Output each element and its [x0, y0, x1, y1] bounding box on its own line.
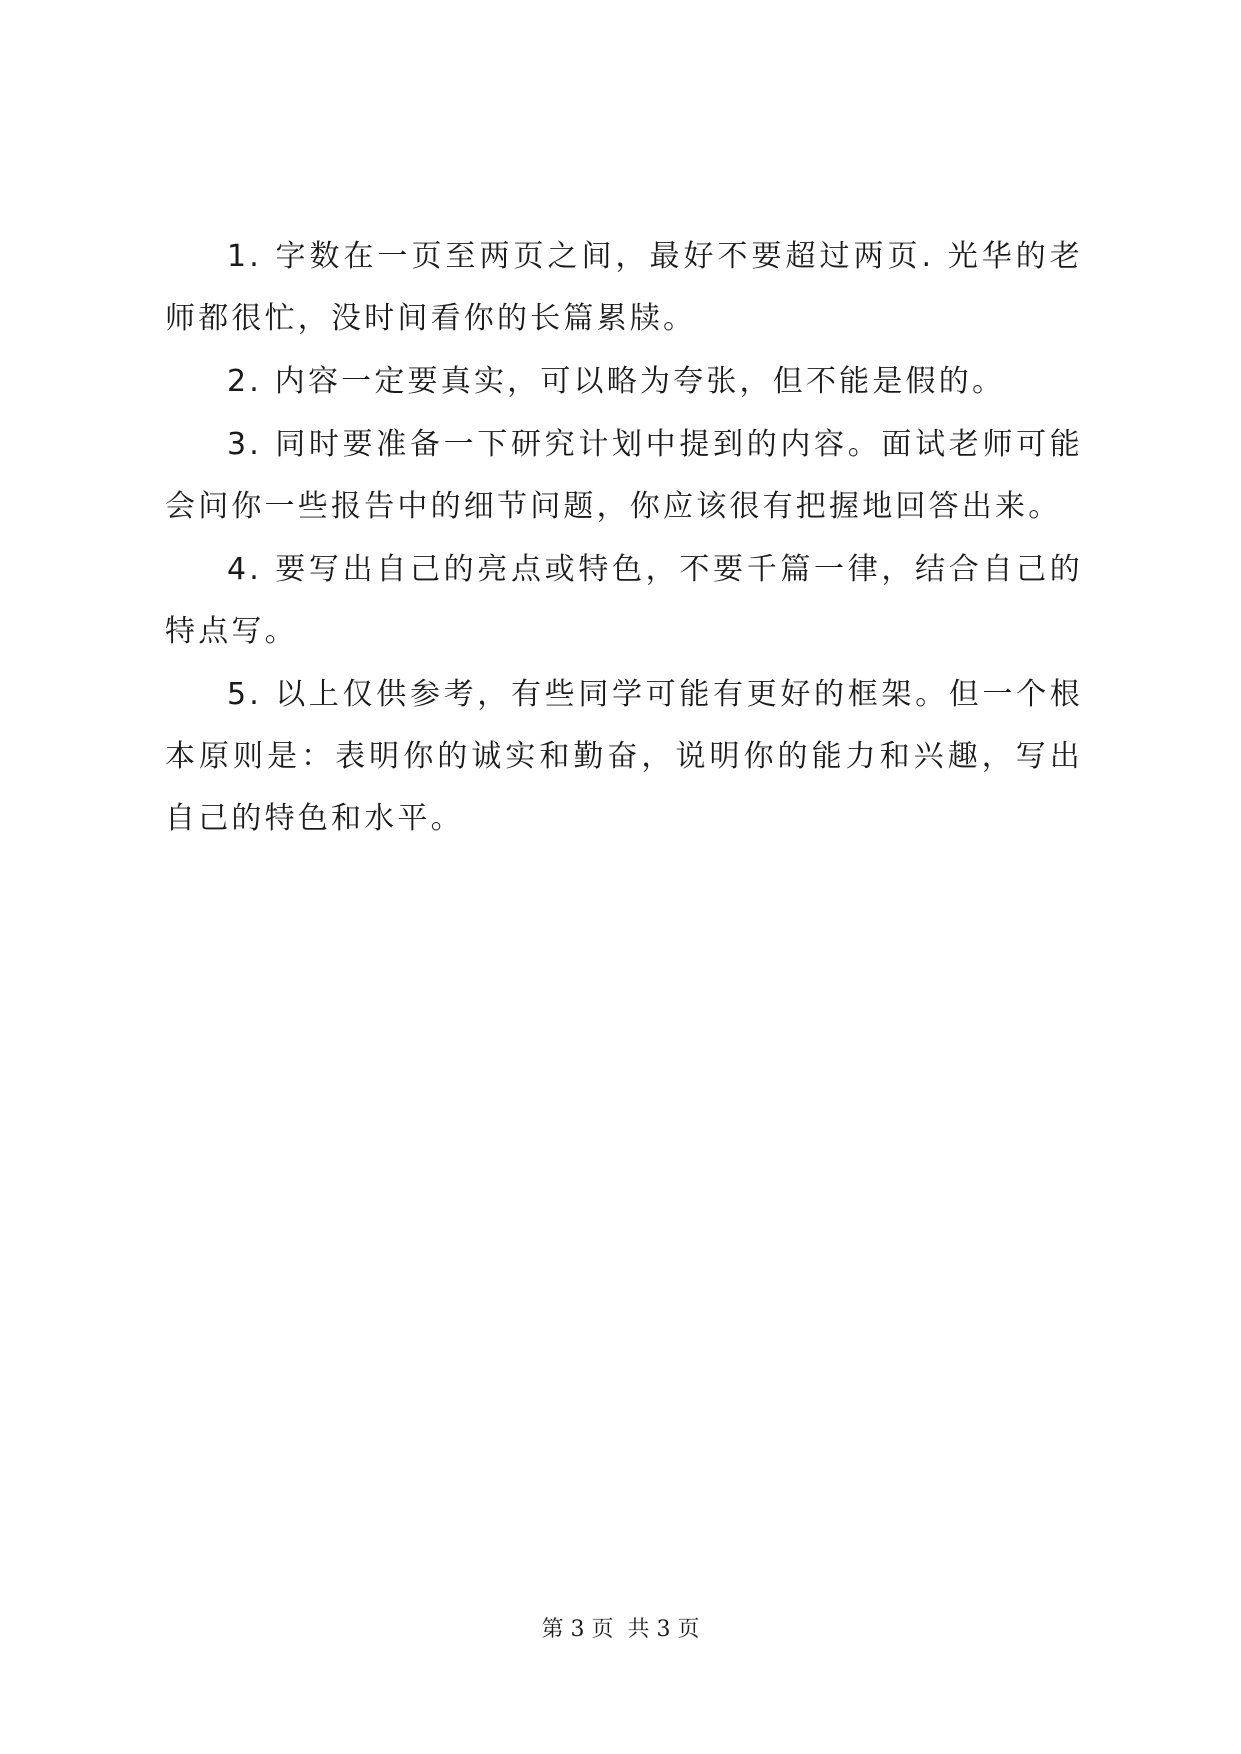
- paragraph-item-5: 5. 以上仅供参考，有些同学可能有更好的框架。但一个根本原则是：表明你的诚实和勤奋，说明你的能力和兴趣，写出自己的特色和水平。: [165, 677, 1083, 836]
- document-body: [165, 226, 1083, 851]
- paragraph-item-1: 1. 字数在一页至两页之间，最好不要超过两页. 光华的老师都很忙，没时间看你的长篇累牍。: [165, 239, 1083, 336]
- paragraph-item-2: 2. 内容一定要真实，可以略为夸张，但不能是假的。: [227, 364, 1006, 399]
- paragraph-item-3: 3. 同时要准备一下研究计划中提到的内容。面试老师可能会问你一些报告中的细节问题，你应该很有把握地回答出来。: [165, 427, 1083, 524]
- page-footer: [0, 1615, 1241, 1645]
- page-number-current: 第 3 页: [541, 1617, 614, 1642]
- paragraph-item-4: 4. 要写出自己的亮点或特色，不要千篇一律，结合自己的特点写。: [165, 552, 1083, 649]
- page-number-total: 共 3 页: [627, 1617, 700, 1642]
